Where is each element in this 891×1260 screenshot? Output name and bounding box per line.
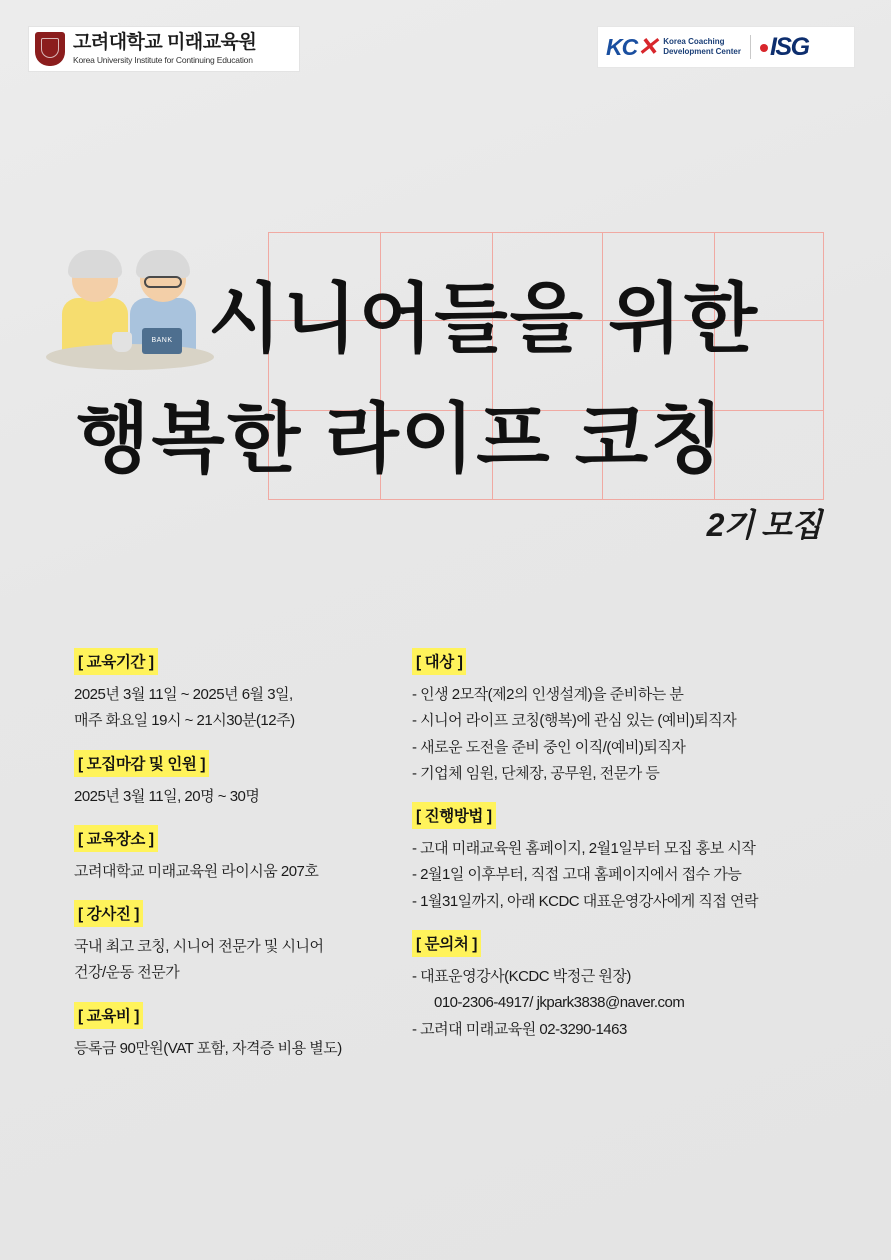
kcdc-logo-icon	[606, 32, 657, 62]
section-heading: [ 대상 ]	[412, 648, 466, 675]
ku-logo	[28, 26, 300, 72]
info-line: - 새로운 도전을 준비 중인 이직/(예비)퇴직자	[412, 738, 686, 756]
info-line: - 1월31일까지, 아래 KCDC 대표운영강사에게 직접 연락	[412, 892, 759, 910]
kcdc-caption-line2: Development Center	[663, 47, 741, 56]
info-line: - 고대 미래교육원 홈페이지, 2월1일부터 모집 홍보 시작	[412, 840, 756, 858]
info-line: 2025년 3월 11일, 20명 ~ 30명	[74, 787, 260, 805]
senior-couple-illustration	[46, 228, 232, 378]
logo-divider	[750, 35, 751, 59]
isg-dot-icon	[760, 44, 768, 52]
section-heading: [ 모집마감 및 인원 ]	[74, 750, 209, 777]
section-heading: [ 교육기간 ]	[74, 648, 158, 675]
info-line: 매주 화요일 19시 ~ 21시30분(12주)	[74, 712, 295, 730]
section-heading: [ 진행방법 ]	[412, 802, 496, 829]
poster-title-line-1: 시니어들을 위한	[208, 277, 760, 362]
info-line: - 기업체 임원, 단체장, 공무원, 전문가 등	[412, 764, 660, 782]
info-column-right	[412, 648, 852, 1058]
info-block-instructors	[74, 900, 404, 986]
poster-subtitle: 2기 모집	[706, 507, 821, 543]
ku-logo-sub-text: Korea University Institute for Continuing Education	[73, 55, 253, 66]
info-line: - 시니어 라이프 코칭(행복)에 관심 있는 (예비)퇴직자	[412, 712, 737, 730]
kcdc-caption-line1: Korea Coaching	[663, 37, 725, 46]
section-heading: [ 문의처 ]	[412, 930, 481, 957]
bank-card-icon: BANK	[142, 328, 182, 354]
hair-icon	[136, 250, 190, 278]
info-line: 건강/운동 전문가	[74, 964, 180, 982]
partner-logos	[597, 26, 855, 68]
info-block-contact	[412, 930, 852, 1042]
info-block-fee	[74, 1002, 404, 1061]
info-block-location	[74, 825, 404, 884]
info-block-target	[412, 648, 852, 786]
section-heading: [ 교육비 ]	[74, 1002, 143, 1029]
info-line: 등록금 90만원(VAT 포함, 자격증 비용 별도)	[74, 1039, 342, 1057]
head-icon	[140, 258, 186, 302]
contact-detail-line: 010-2306-4917/ jkpark3838@naver.com	[434, 994, 685, 1012]
info-block-period	[74, 648, 404, 734]
glasses-icon	[144, 276, 182, 288]
info-line: 2025년 3월 11일 ~ 2025년 6월 3일,	[74, 686, 293, 703]
hair-icon	[68, 250, 122, 278]
info-line: 고려대학교 미래교육원 라이시움 207호	[74, 862, 319, 880]
info-column-left	[74, 648, 404, 1077]
poster-title-line-2: 행복한 라이프 코칭	[76, 397, 726, 482]
section-heading: [ 강사진 ]	[74, 900, 143, 927]
ku-crest-icon	[35, 32, 65, 66]
section-heading: [ 교육장소 ]	[74, 825, 158, 852]
kcdc-logo-caption	[663, 37, 741, 57]
info-block-procedure	[412, 802, 852, 914]
cup-icon	[112, 332, 132, 352]
info-line: - 2월1일 이후부터, 직접 고대 홈페이지에서 접수 가능	[412, 866, 742, 884]
info-block-deadline	[74, 750, 404, 809]
kcdc-swirl-icon: ✕	[637, 33, 658, 61]
info-line: - 고려대 미래교육원 02-3290-1463	[412, 1020, 627, 1038]
ku-logo-main-text: 고려대학교 미래교육원	[73, 31, 257, 53]
info-line: - 대표운영강사(KCDC 박정근 원장)	[412, 968, 631, 986]
head-icon	[72, 258, 118, 302]
info-line: 국내 최고 코칭, 시니어 전문가 및 시니어	[74, 938, 324, 956]
isg-logo-icon	[760, 33, 809, 62]
info-line: - 인생 2모작(제2의 인생설계)을 준비하는 분	[412, 686, 684, 703]
isg-mark-text: ISG	[769, 32, 809, 61]
kcdc-mark-text: KC	[606, 34, 638, 60]
